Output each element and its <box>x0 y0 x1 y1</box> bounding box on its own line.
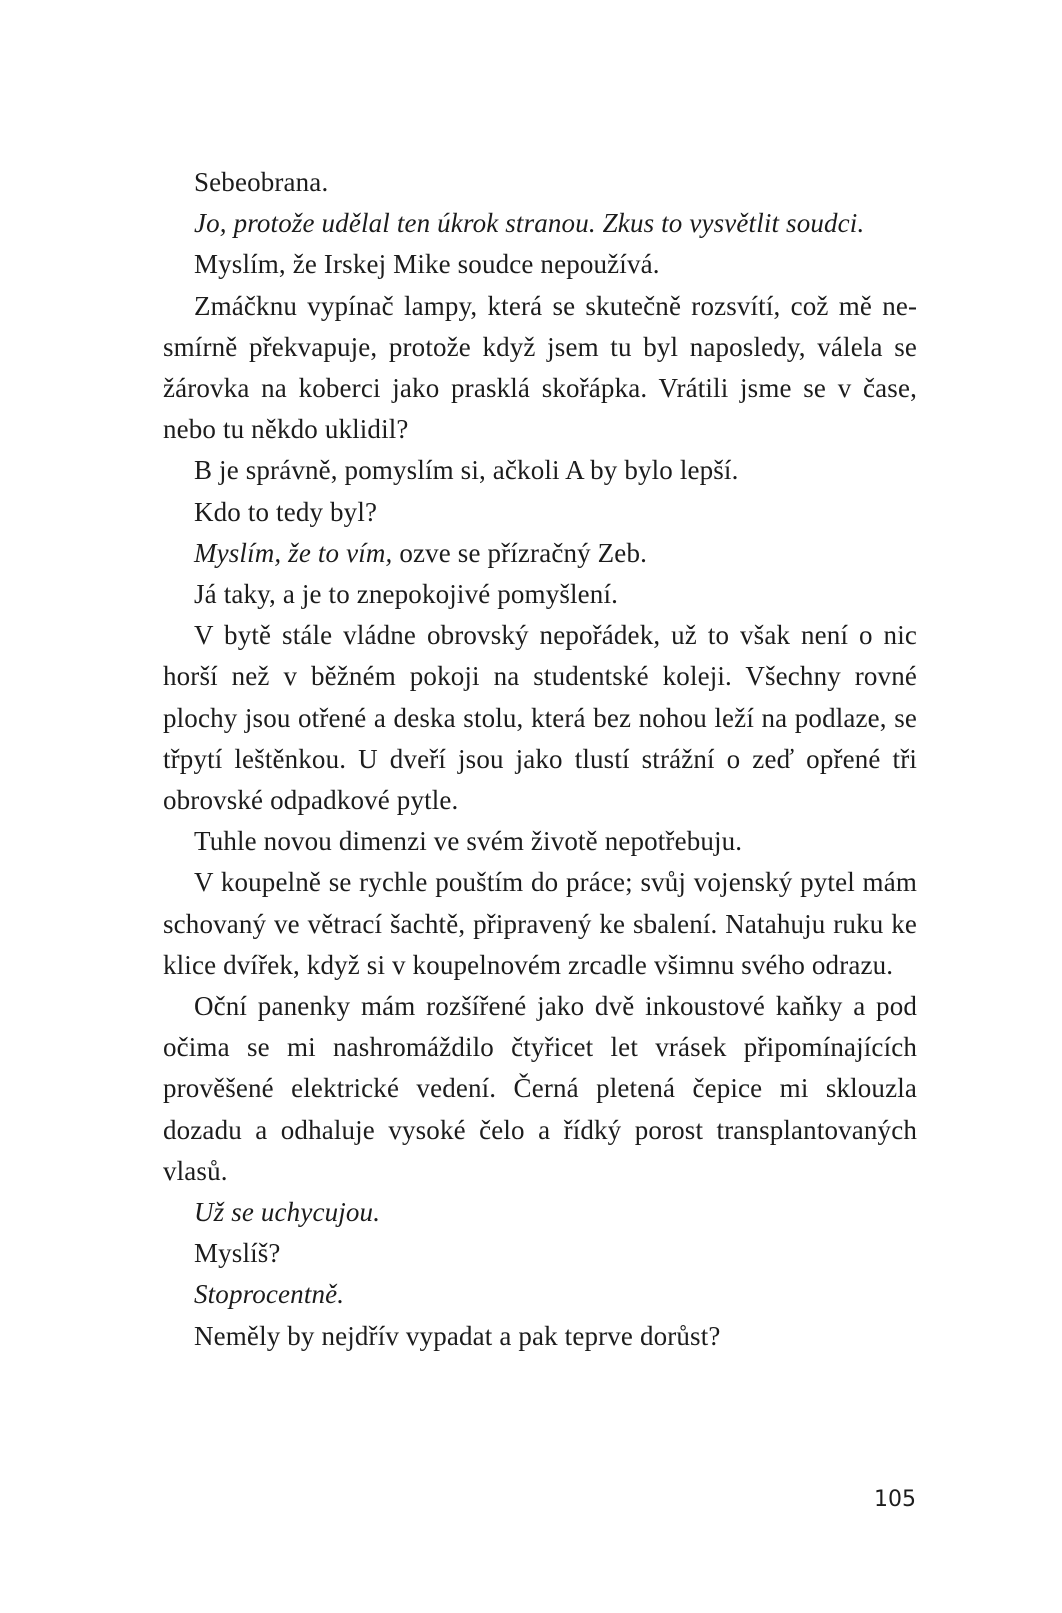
italic-text: Myslím, že to vím, <box>194 537 393 568</box>
italic-text: Jo, protože udělal ten úkrok stranou. Zkus to vysvětlit soudci. <box>194 208 865 239</box>
text-segment: B je správně, pomyslím si, ačkoli A by bylo lepší. <box>194 455 739 486</box>
paragraph <box>163 821 917 862</box>
italic-text: Už se uchycujou. <box>194 1197 381 1228</box>
paragraph <box>163 286 917 451</box>
paragraph <box>163 203 917 244</box>
text-segment: Neměly by nejdřív vypadat a pak teprve dorůst? <box>194 1320 721 1351</box>
text-segment: Myslíš? <box>194 1238 281 1269</box>
body-text <box>163 162 917 1357</box>
text-segment: Já taky, a je to znepokojivé pomyšlení. <box>194 579 618 610</box>
paragraph <box>163 615 917 821</box>
page-number: 105 <box>874 1487 916 1512</box>
text-segment: V koupelně se rychle pouštím do práce; svůj vojenský pytel mám schovaný ve větrací šachtě, připravený ke sbalení. Natahuju ruku ke klice dvířek, když si v koupelnovém zrcadle všimnu svého odrazu. <box>163 867 917 980</box>
paragraph <box>163 492 917 533</box>
paragraph <box>163 533 917 574</box>
text-segment: V bytě stále vládne obrovský nepořádek, už to však není o nic horší než v běžném pokoji na studentské koleji. Všechny rovné plochy jsou otřené a deska stolu, která bez nohou leží na podlaze, se třpytí leštěnkou. U dveří jsou jako tlustí strážní o zeď opřené tři obrovské odpadkové pytle. <box>163 620 917 816</box>
paragraph <box>163 1316 917 1357</box>
text-segment: Tuhle novou dimenzi ve svém životě nepotřebuju. <box>194 826 743 857</box>
paragraph <box>163 244 917 285</box>
paragraph <box>163 450 917 491</box>
paragraph <box>163 1192 917 1233</box>
text-segment: Oční panenky mám rozšířené jako dvě inkoustové kaňky a pod očima se mi nashromáždilo čtyřicet let vrásek připomínajících prověšené elektrické vedení. Černá pletená čepice mi sklouzla dozadu a odhaluje vysoké čelo a řídký porost transplantovaných vlasů. <box>163 991 917 1186</box>
text-segment: Kdo to tedy byl? <box>194 496 378 527</box>
paragraph <box>163 1233 917 1274</box>
text-segment: Myslím, že Irskej Mike soudce nepoužívá. <box>194 249 660 280</box>
paragraph <box>163 986 917 1192</box>
text-segment: ozve se přízračný Zeb. <box>392 537 647 568</box>
text-segment: Zmáčknu vypínač lampy, která se skutečně rozsvítí, což mě nesmírně překvapuje, protože když jsem tu byl naposledy, válela se žárovka na koberci jako prasklá skořápka. Vrátili jsme se v čase, nebo tu někdo uklidil? <box>163 290 917 445</box>
paragraph <box>163 162 917 203</box>
text-segment: Sebeobrana. <box>194 167 329 197</box>
italic-text: Stoprocentně. <box>194 1279 345 1310</box>
paragraph <box>163 574 917 615</box>
paragraph <box>163 1274 917 1315</box>
paragraph <box>163 862 917 986</box>
